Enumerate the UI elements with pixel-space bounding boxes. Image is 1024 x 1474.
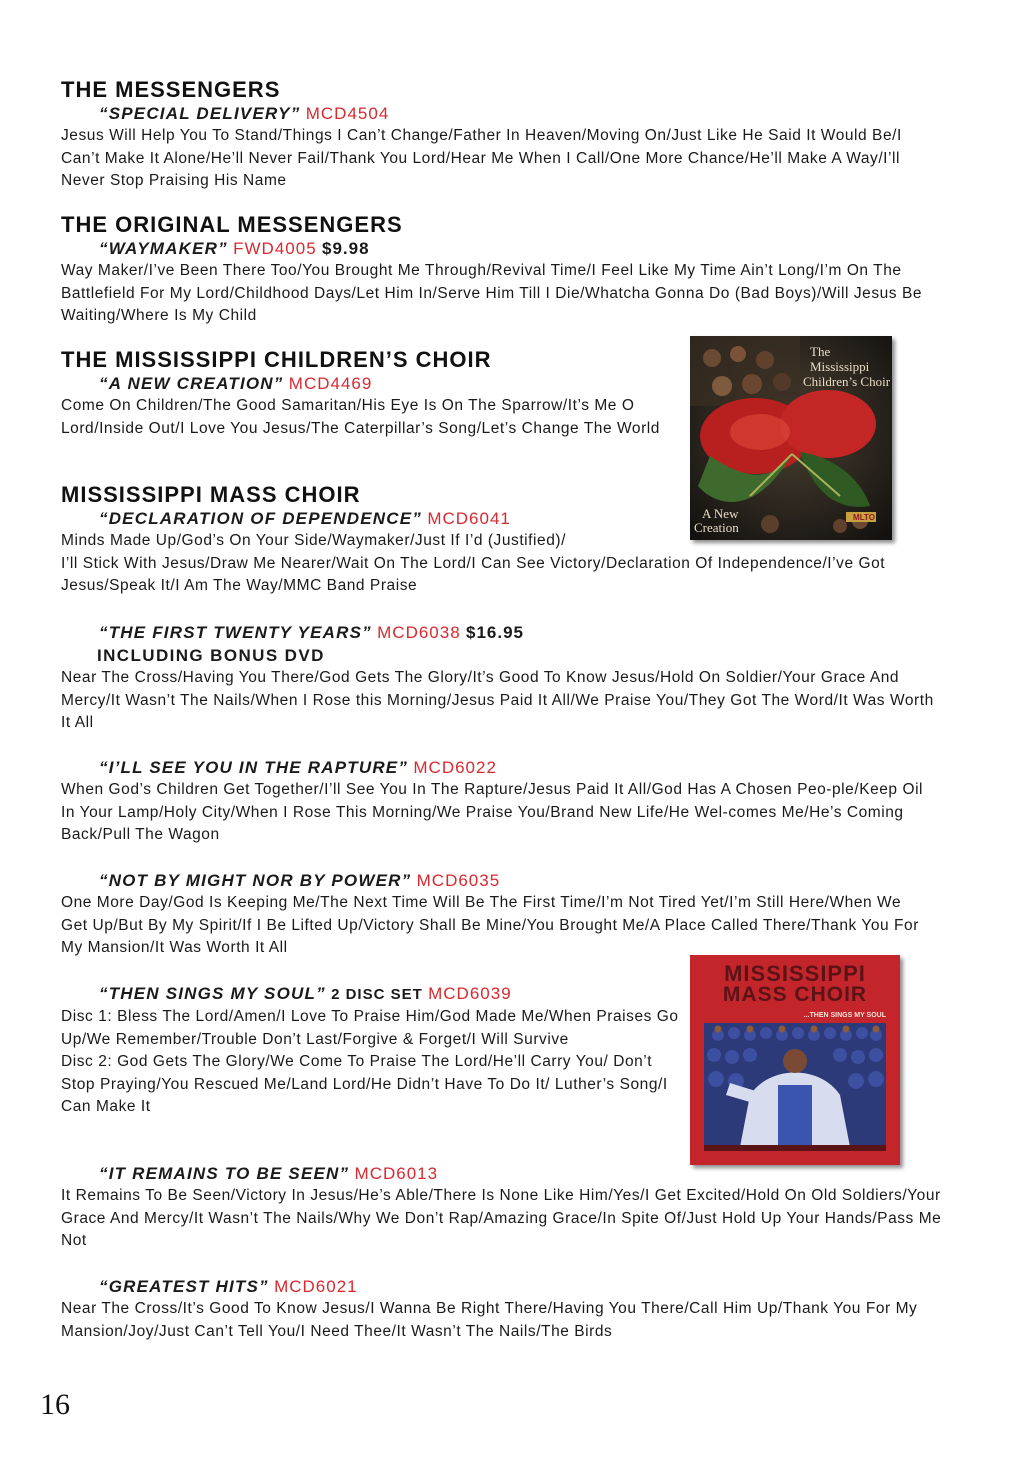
album-line [99,102,931,125]
artist-heading: THE MESSENGERS [61,77,281,102]
album-cover-then-sings-my-soul [690,955,900,1165]
cover-text: ...THEN SINGS MY SOUL [803,1012,886,1019]
cover-text: MASS CHOIR [722,983,868,1006]
album-ill-see-you-in-the-rapture [61,756,941,847]
album-line [99,756,941,779]
bonus-dvd-note: INCLUDING BONUS DVD [97,646,325,665]
cover-text: Creation [694,520,739,535]
album-title: “NOT BY MIGHT NOR BY POWER” [99,871,412,890]
cover-text: Mississippi [810,359,870,374]
catalog-number: MCD6021 [274,1277,358,1296]
price: $16.95 [466,623,525,642]
album-then-sings-my-soul [61,982,681,1119]
album-greatest-hits [61,1275,971,1343]
album-not-by-might-nor-by-power [61,869,931,960]
track-list: It Remains To Be Seen/Victory In Jesus/He’s Able/There Is None Like Him/Yes/I Get Excited/Hold On Old Soldiers/Your Grace And Mercy/It Wasn’t The Nails/Why We Don’t Rap/Amazing Grace/In Spite Of/Just Hold Up Your Hands/Pass Me Not [61,1187,942,1250]
choir-artwork [690,955,900,1165]
album-title: “SPECIAL DELIVERY” [99,104,301,123]
track-list: Near The Cross/It’s Good To Know Jesus/I Wanna Be Right There/Having You There/Call Him Up/Thank You For My Mansion/Joy/Just Can’t Tell You/I Need Thee/It Wasn’t The Nails/The Birds [61,1300,918,1340]
catalog-number: MCD6039 [428,984,512,1003]
album-title: “GREATEST HITS” [99,1277,269,1296]
track-list-part-2: I’ll Stick With Jesus/Draw Me Nearer/Wait On The Lord/I Can See Victory/Declaration Of Independence/I’ve Got Jesus/Speak It/I Am The Way/MMC Band Praise [61,554,886,595]
album-line [99,372,661,395]
track-list: Jesus Will Help You To Stand/Things I Can’t Change/Father In Heaven/Moving On/Just Like He Said It Would Be/I Can’t Make It Alone/He’ll Never Fail/Thank You Lord/Hear Me When I Call/One More Chance/He’ll Make A Way/I’ll Never Stop Praising His Name [61,127,902,190]
price: $9.98 [321,239,370,258]
catalog-number: MCD4469 [288,374,373,393]
catalog-number: MCD6038 [377,623,461,642]
catalog-number: MCD6022 [413,758,497,777]
album-title: “WAYMAKER” [99,239,228,258]
cover-text: Children’s Choir [803,374,891,389]
cover-text: A New [702,506,739,521]
album-title: “THE FIRST TWENTY YEARS” [99,623,372,642]
album-title: “I’LL SEE YOU IN THE RAPTURE” [99,758,409,777]
album-it-remains-to-be-seen [61,1162,966,1253]
track-list-part-1: Minds Made Up/God’s On Your Side/Waymaker/Just If I’d (Justified)/ [61,532,566,549]
section-the-original-messengers [61,213,956,328]
album-line [99,1275,971,1298]
track-list: When God’s Children Get Together/I’ll See You In The Rapture/Jesus Paid It All/God Has A Chosen Peo-ple/Keep Oil In Your Lamp/Holy City/When I Rose This Morning/We Praise You/Brand New Life/He Wel-comes Me/He’s Coming Back/Pull The Wagon [61,781,924,844]
disc-2-tracks: Disc 2: God Gets The Glory/We Come To Praise The Lord/He’ll Carry You/ Don’t Stop Praying/You Rescued Me/Land Lord/He Didn’t Have To Do It/ Luther’s Song/I Can Make It [61,1053,668,1116]
cover-text: The [810,344,831,359]
track-list: One More Day/God Is Keeping Me/The Next Time Will Be The First Time/I’m Not Tired Yet/I’m Still Here/When We Get Up/But By My Spirit/If I Be Lifted Up/Victory Shall Be Mine/You Brought Me/A Place Called There/Thank You For My Mansion/It Was Worth It All [61,894,919,957]
album-title: “A NEW CREATION” [99,374,284,393]
butterfly-artwork [690,336,892,540]
catalog-number: FWD4005 [233,239,317,258]
section-the-messengers [61,78,931,193]
catalog-number: MCD6041 [427,509,511,528]
catalog-number: MCD6035 [416,871,501,890]
album-title: “IT REMAINS TO BE SEEN” [99,1164,350,1183]
section-mississippi-childrens-choir [61,348,661,440]
artist-heading: THE MISSISSIPPI CHILDREN’S CHOIR [61,347,492,372]
album-line [99,237,956,260]
album-title: “THEN SINGS MY SOUL” [99,984,326,1003]
album-line [99,869,931,892]
album-cover-a-new-creation [690,336,892,540]
label-logo: MLTO [853,513,875,522]
track-list: Come On Children/The Good Samaritan/His Eye Is On The Sparrow/It’s Me O Lord/Inside Out/I Love You Jesus/The Caterpillar’s Song/Let’s Change The World [61,397,660,437]
album-title: “DECLARATION OF DEPENDENCE” [99,509,422,528]
artist-heading: THE ORIGINAL MESSENGERS [61,212,403,237]
catalog-number: MCD6013 [354,1164,439,1183]
disc-set-note: 2 DISC SET [331,986,423,1003]
artist-heading: MISSISSIPPI MASS CHOIR [61,482,361,507]
page-number: 16 [40,1388,70,1421]
track-list: Way Maker/I’ve Been There Too/You Brought Me Through/Revival Time/I Feel Like My Time Ain’t Long/I’m On The Battlefield For My Lord/Childhood Days/Let Him In/Serve Him Till I Die/Whatcha Gonna Do (Bad Boys)/Will Jesus Be Waiting/Where Is My Child [61,262,923,325]
album-line [99,1162,966,1185]
album-line [99,982,681,1006]
cover-text: MISSISSIPPI [724,961,866,986]
disc-1-tracks: Disc 1: Bless The Lord/Amen/I Love To Praise Him/God Made Me/When Praises Go Up/We Remember/Trouble Don’t Last/Forgive & Forget/I Will Survive [61,1008,679,1048]
catalog-number: MCD4504 [305,104,390,123]
album-first-twenty-years [61,621,946,735]
album-line [99,621,946,644]
track-list: Near The Cross/Having You There/God Gets The Glory/It’s Good To Know Jesus/Hold On Soldier/Your Grace And Mercy/It Wasn’t The Nails/When I Rose this Morning/Jesus Paid It All/We Praise You/They Got The Word/It Was Worth It All [61,669,934,732]
